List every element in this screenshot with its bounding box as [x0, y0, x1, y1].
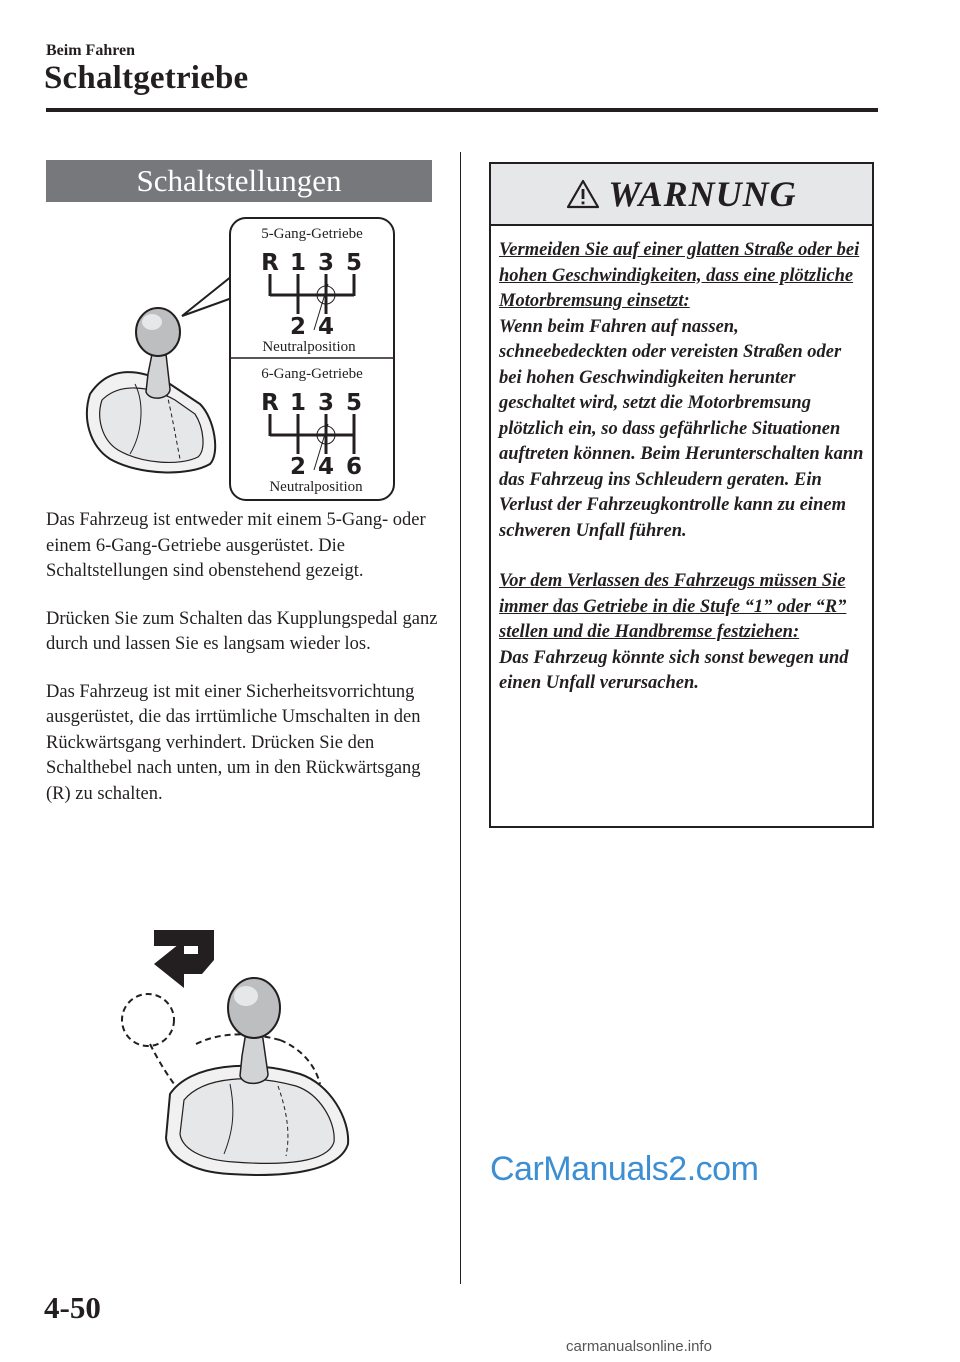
body-text	[46, 508, 441, 829]
gear-r: R	[261, 250, 279, 276]
gear-5-6: 5	[345, 390, 363, 416]
warning-heading-1: Vermeiden Sie auf einer glatten Straße oder bei hohen Geschwindigkeiten, dass eine plötzliche Motorbremsung einsetzt:	[499, 240, 860, 311]
warning-box	[489, 162, 874, 828]
warning-text-2: Das Fahrzeug könnte sich sonst bewegen und einen Unfall verursachen.	[499, 647, 849, 693]
watermark: CarManuals2.com	[490, 1150, 759, 1188]
reverse-shift-illustration	[110, 924, 370, 1182]
footer-source: carmanualsonline.info	[566, 1338, 712, 1355]
warning-body	[491, 226, 872, 697]
gear-3: 3	[317, 250, 335, 276]
gear-1: 1	[289, 250, 307, 276]
five-speed-label: 5-Gang-Getriebe	[261, 226, 363, 242]
six-speed-label: 6-Gang-Getriebe	[261, 366, 363, 382]
gear-4-6: 4	[317, 454, 335, 480]
neutral-label-6: Neutralposition	[269, 479, 363, 495]
gear-3-6: 3	[317, 390, 335, 416]
gear-r-6: R	[261, 390, 279, 416]
warning-triangle-icon	[566, 179, 600, 209]
warning-text-1: Wenn beim Fahren auf nassen, schneebedeckten oder vereisten Straßen oder bei hohen Geschwindigkeiten herunter geschaltet wird, setzt die Motorbremsung plötzlich ein, so dass gefährliche Situationen auftreten können. Beim Herunterschalten kann das Fahrzeug ins Schleudern geraten. Ein Verlust der Fahrzeugkontrolle kann zu einem schweren Unfall führen.	[499, 316, 864, 541]
page-title: Schaltgetriebe	[44, 60, 249, 96]
warning-header	[491, 164, 872, 226]
warning-heading-2: Vor dem Verlassen des Fahrzeugs müssen Sie immer das Getriebe in die Stufe “1” oder “R” stellen und die Handbremse festziehen:	[499, 571, 847, 642]
gear-2: 2	[289, 314, 307, 340]
gear-4: 4	[317, 314, 335, 340]
gear-5: 5	[345, 250, 363, 276]
paragraph-2: Drücken Sie zum Schalten das Kupplungspedal ganz durch und lassen Sie es langsam wieder los.	[46, 608, 438, 654]
section-title: Schaltstellungen	[46, 160, 432, 202]
gear-6-6: 6	[345, 454, 363, 480]
page-number: 4-50	[44, 1290, 101, 1325]
paragraph-1: Das Fahrzeug ist entweder mit einem 5-Gang- oder einem 6-Gang-Getriebe ausgerüstet. Die Schaltstellungen sind obenstehend gezeigt.	[46, 510, 426, 581]
column-divider	[460, 152, 461, 1284]
shift-pattern-illustration	[80, 214, 400, 502]
paragraph-3: Das Fahrzeug ist mit einer Sicherheitsvorrichtung ausgerüstet, die das irrtümliche Umschalten in den Rückwärtsgang verhindert. Drücken Sie den Schalthebel nach unten, um in den Rückwärtsgang (R) zu schalten.	[46, 681, 421, 804]
gear-1-6: 1	[289, 390, 307, 416]
gear-2-6: 2	[289, 454, 307, 480]
breadcrumb: Beim Fahren	[46, 42, 136, 59]
warning-title: WARNUNG	[608, 174, 797, 214]
neutral-label-5: Neutralposition	[262, 339, 356, 355]
header-rule	[46, 108, 878, 112]
